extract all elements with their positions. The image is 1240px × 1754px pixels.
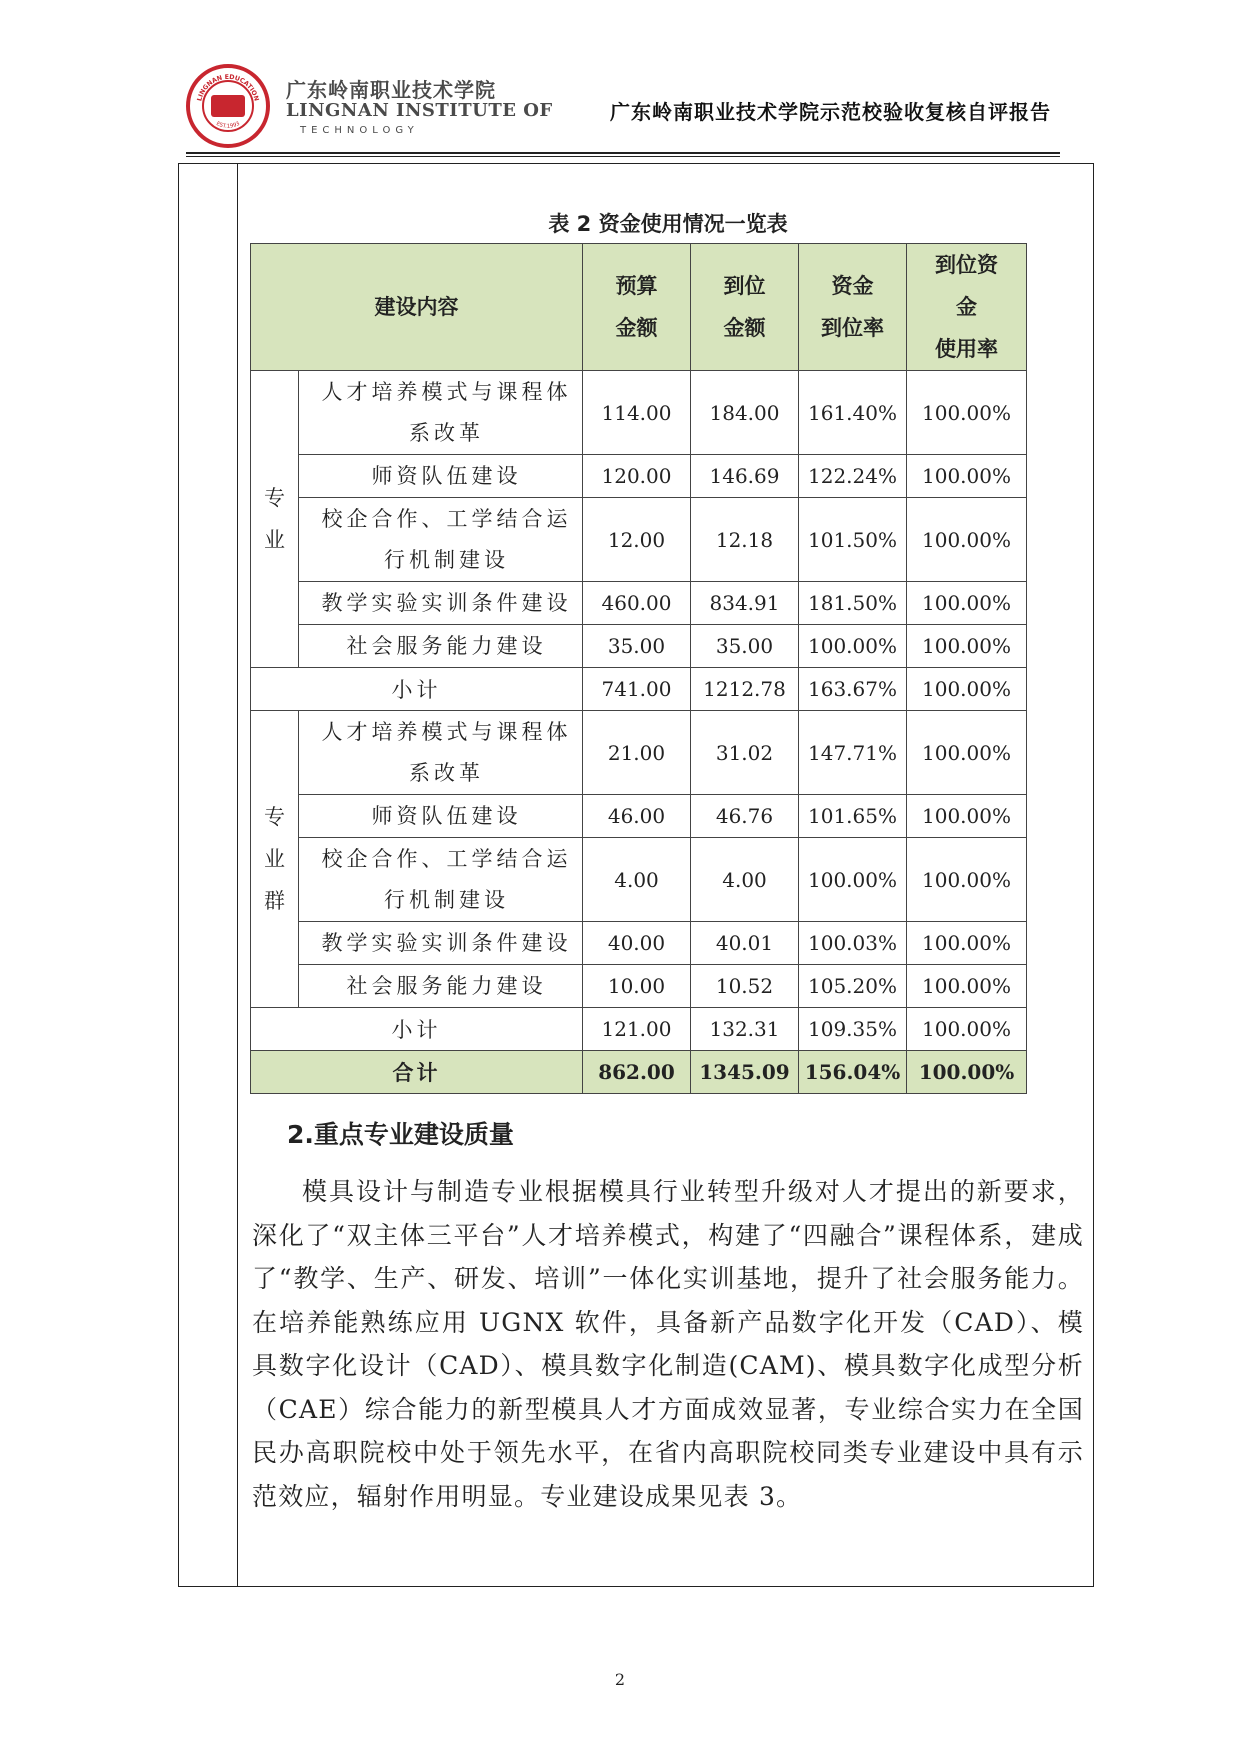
section-paragraph: 模具设计与制造专业根据模具行业转型升级对人才提出的新要求，深化了“双主体三平台”人才培养模式，构建了“四融合”课程体系，建成了“教学、生产、研发、培训”一体化实训基地，提升了社会服务能力。在培养能熟练应用 UGNX 软件，具备新产品数字化开发（CAD）、模具数字化设计（CAD）、模具数字化制造(CAM)、模具数字化成型分析（CAE）综合能力的新型模具人才方面成效显著，专业综合实力在全国民办高职院校中处于领先水平，在省内高职院校同类专业建设中具有示范效应，辐射作用明显。专业建设成果见表 3。 (252, 1177, 1084, 1511)
document-title: 广东岭南职业技术学院示范校验收复核自评报告 (610, 100, 1051, 124)
college-seal-logo (186, 64, 270, 148)
item-cell: 校企合作、工学结合运行机制建设 (299, 498, 583, 582)
seal-text: LINGNAN EDUCATION (196, 73, 260, 102)
budget-cell: 121.00 (583, 1008, 691, 1051)
header-rate: 资金 到位率 (799, 244, 907, 371)
usage-cell: 100.00% (907, 965, 1027, 1008)
rate-cell: 100.03% (799, 922, 907, 965)
actual-cell: 834.91 (691, 582, 799, 625)
usage-cell: 100.00% (907, 455, 1027, 498)
rate-cell: 109.35% (799, 1008, 907, 1051)
table-caption: 表 2 资金使用情况一览表 (548, 212, 788, 236)
header-content: 建设内容 (251, 244, 583, 371)
rate-cell: 101.65% (799, 795, 907, 838)
item-cell: 教学实验实训条件建设 (299, 922, 583, 965)
item-cell: 师资队伍建设 (299, 455, 583, 498)
actual-cell: 1212.78 (691, 668, 799, 711)
group-label: 专 业 (251, 371, 299, 668)
frame-divider (237, 163, 238, 1587)
subtotal-row (251, 668, 1027, 711)
budget-cell: 46.00 (583, 795, 691, 838)
rate-cell: 101.50% (799, 498, 907, 582)
item-cell: 人才培养模式与课程体系改革 (299, 711, 583, 795)
actual-cell: 184.00 (691, 371, 799, 455)
item-cell: 人才培养模式与课程体系改革 (299, 371, 583, 455)
usage-cell: 100.00% (907, 922, 1027, 965)
actual-cell: 146.69 (691, 455, 799, 498)
item-cell: 社会服务能力建设 (299, 965, 583, 1008)
actual-cell: 4.00 (691, 838, 799, 922)
rate-cell: 105.20% (799, 965, 907, 1008)
budget-cell: 741.00 (583, 668, 691, 711)
actual-cell: 31.02 (691, 711, 799, 795)
rate-cell: 181.50% (799, 582, 907, 625)
rate-cell: 156.04% (799, 1051, 907, 1094)
item-cell: 校企合作、工学结合运行机制建设 (299, 838, 583, 922)
usage-cell: 100.00% (907, 668, 1027, 711)
rate-cell: 100.00% (799, 838, 907, 922)
actual-cell: 46.76 (691, 795, 799, 838)
table-header-row (251, 244, 1027, 371)
actual-cell: 10.52 (691, 965, 799, 1008)
actual-cell: 1345.09 (691, 1051, 799, 1094)
table-row (251, 711, 1027, 795)
funds-table (250, 243, 1027, 1094)
usage-cell: 100.00% (907, 582, 1027, 625)
item-cell: 师资队伍建设 (299, 795, 583, 838)
budget-cell: 21.00 (583, 711, 691, 795)
table-row (251, 371, 1027, 455)
usage-cell: 100.00% (907, 838, 1027, 922)
table-row (251, 922, 1027, 965)
actual-cell: 132.31 (691, 1008, 799, 1051)
usage-cell: 100.00% (907, 498, 1027, 582)
budget-cell: 10.00 (583, 965, 691, 1008)
seal-year: EST.1993 (215, 120, 241, 130)
section-heading: 2.重点专业建设质量 (287, 1120, 514, 1149)
budget-cell: 40.00 (583, 922, 691, 965)
subtotal-row (251, 1008, 1027, 1051)
budget-cell: 460.00 (583, 582, 691, 625)
logo-english-name: LINGNAN INSTITUTE OF (286, 100, 553, 121)
budget-cell: 120.00 (583, 455, 691, 498)
table-row (251, 965, 1027, 1008)
table-row (251, 625, 1027, 668)
table-row (251, 498, 1027, 582)
actual-cell: 40.01 (691, 922, 799, 965)
total-label: 合计 (251, 1051, 583, 1094)
rate-cell: 147.71% (799, 711, 907, 795)
budget-cell: 12.00 (583, 498, 691, 582)
header-budget: 预算 金额 (583, 244, 691, 371)
group-label: 专 业 群 (251, 711, 299, 1008)
rate-cell: 100.00% (799, 625, 907, 668)
header-actual: 到位 金额 (691, 244, 799, 371)
budget-cell: 862.00 (583, 1051, 691, 1094)
item-cell: 社会服务能力建设 (299, 625, 583, 668)
budget-cell: 4.00 (583, 838, 691, 922)
actual-cell: 12.18 (691, 498, 799, 582)
header-rule (186, 152, 1060, 157)
logo-english-name-line2: TECHNOLOGY (300, 125, 419, 136)
subtotal-label: 小计 (251, 668, 583, 711)
usage-cell: 100.00% (907, 711, 1027, 795)
page-number: 2 (614, 1670, 626, 1689)
table-row (251, 838, 1027, 922)
logo-chinese-name: 广东岭南职业技术学院 (286, 78, 496, 102)
budget-cell: 114.00 (583, 371, 691, 455)
budget-cell: 35.00 (583, 625, 691, 668)
subtotal-label: 小计 (251, 1008, 583, 1051)
rate-cell: 161.40% (799, 371, 907, 455)
rate-cell: 122.24% (799, 455, 907, 498)
usage-cell: 100.00% (907, 795, 1027, 838)
usage-cell: 100.00% (907, 371, 1027, 455)
item-cell: 教学实验实训条件建设 (299, 582, 583, 625)
header-usage: 到位资 金 使用率 (907, 244, 1027, 371)
usage-cell: 100.00% (907, 1008, 1027, 1051)
table-row (251, 582, 1027, 625)
rate-cell: 163.67% (799, 668, 907, 711)
table-row (251, 455, 1027, 498)
usage-cell: 100.00% (907, 625, 1027, 668)
total-row (251, 1051, 1027, 1094)
table-row (251, 795, 1027, 838)
actual-cell: 35.00 (691, 625, 799, 668)
usage-cell: 100.00% (907, 1051, 1027, 1094)
